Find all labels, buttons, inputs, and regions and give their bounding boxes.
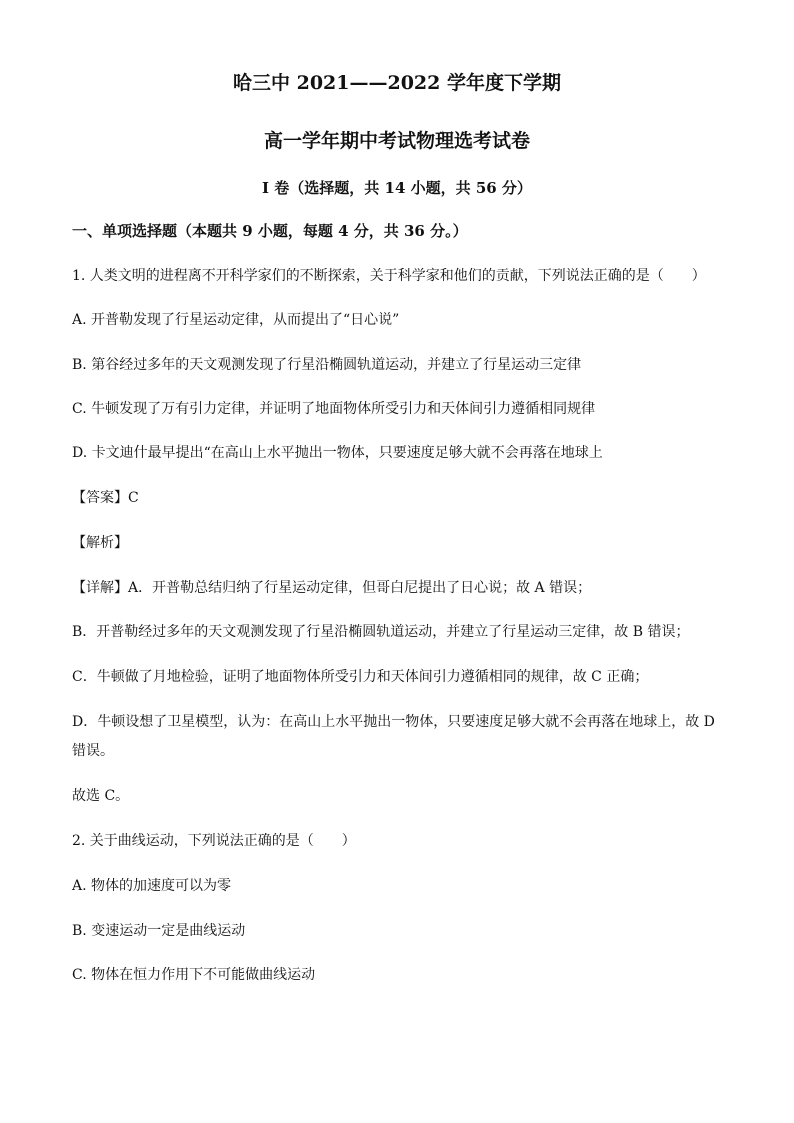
detail-line-d-cont: 错误。: [72, 743, 114, 759]
analysis-label: 【解析】: [72, 535, 128, 551]
question-1-option-b: B. 第谷经过多年的天文观测发现了行星沿椭圆轨道运动，并建立了行星运动三定律: [72, 357, 582, 373]
page-title-line1: 哈三中 2021——2022 学年度下学期: [233, 72, 561, 94]
section-heading: 一、单项选择题（本题共 9 小题，每题 4 分，共 36 分。）: [72, 222, 468, 240]
question-2-stem: 2. 关于曲线运动，下列说法正确的是（ ）: [72, 833, 356, 849]
detail-line-b: B．开普勒经过多年的天文观测发现了行星沿椭圆轨道运动，并建立了行星运动三定律，故 B 错误；: [72, 624, 690, 640]
question-2-option-a: A. 物体的加速度可以为零: [72, 878, 232, 894]
part-label: I 卷（选择题，共 14 小题，共 56 分）: [262, 179, 532, 197]
question-1-option-a: A. 开普勒发现了行星运动定律，从而提出了“日心说”: [72, 312, 400, 328]
page-title-line2: 高一学年期中考试物理选考试卷: [263, 130, 530, 152]
question-1-option-d: D. 卡文迪什最早提出“在高山上水平抛出一物体，只要速度足够大就不会再落在地球上: [72, 445, 603, 461]
question-1-option-c: C. 牛顿发现了万有引力定律，并证明了地面物体所受引力和天体间引力遵循相同规律: [72, 401, 596, 417]
detail-line-a: 【详解】A．开普勒总结归纳了行星运动定律，但哥白尼提出了日心说；故 A 错误；: [72, 580, 592, 596]
answer-label: 【答案】C: [72, 490, 139, 506]
conclusion: 故选 C。: [72, 788, 130, 804]
detail-line-c: C．牛顿做了月地检验，证明了地面物体所受引力和天体间引力遵循相同的规律，故 C 正确；: [72, 669, 649, 685]
question-2-option-c: C. 物体在恒力作用下不可能做曲线运动: [72, 967, 316, 983]
question-2-option-b: B. 变速运动一定是曲线运动: [72, 923, 246, 939]
question-1-stem: 1. 人类文明的进程离不开科学家们的不断探索，关于科学家和他们的贡献，下列说法正确的是（ ）: [72, 268, 706, 284]
detail-line-d: D．牛顿设想了卫星模型，认为：在高山上水平抛出一物体，只要速度足够大就不会再落在地球上，故 D: [72, 714, 715, 730]
